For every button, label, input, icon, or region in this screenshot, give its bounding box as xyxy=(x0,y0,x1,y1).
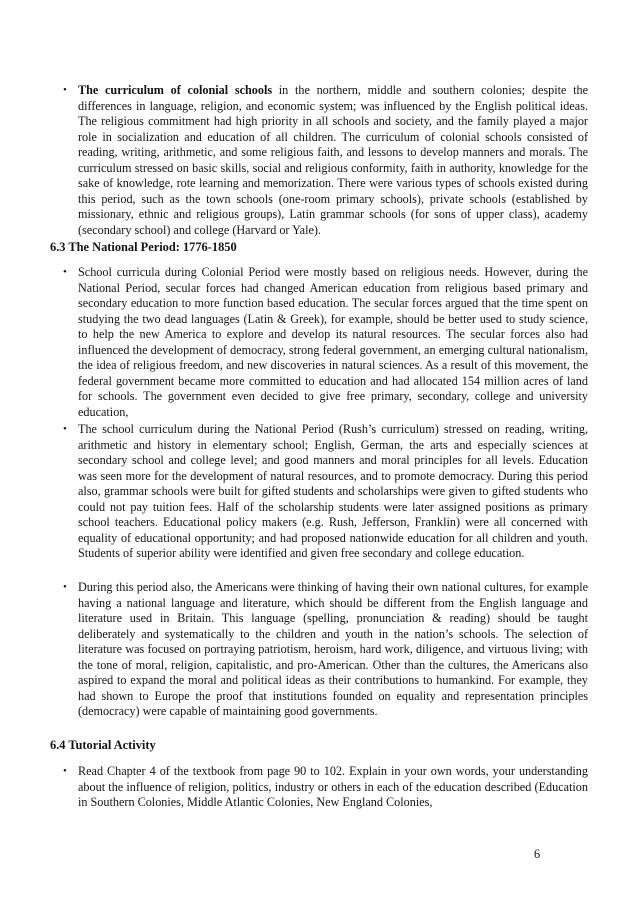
section-heading-tutorial-activity: 6.4 Tutorial Activity xyxy=(50,738,156,752)
bold-lead-text: The curriculum of colonial schools xyxy=(78,83,273,97)
paragraph-text: During this period also, the Americans were thinking of having their own national cultures, for example having a national language and literature, which should be different from the English language and literature used in Britain. This language (spelling, pronunciation & reading) should be taught deliberately and systematically to the children and youth in the nation’s schools. The selection of literature was focused on portraying patriotism, heroism, hard work, diligence, and virtuous living; with the tone of moral, religion, capitalistic, and pro-American. Other than the cultures, the Americans also aspired to expand the moral and political ideas as their contributions to humankind. For example, they had shown to Europe the proof that institutions founded on equality and representation principles (democracy) were capable of maintaining good governments. xyxy=(78,580,588,718)
bullet-icon: • xyxy=(63,266,67,278)
bullet-rush-curriculum xyxy=(63,422,588,562)
body-text: in the northern, middle and southern colonies; despite the differences in language, religion, and economic system; was influenced by the English political ideas. The religious commitment had high priority in all schools and society, and the family played a major role in socialization and education of all children. The curriculum of colonial schools consisted of reading, writing, arithmetic, and some religious faith, and lessons to develop manners and morals. The curriculum stressed on basic skills, social and religious conformity, faith in authority, knowledge for the sake of knowledge, rote learning and memorization. There were various types of schools existed during this period, such as the town schools (one-room primary schools), private schools (established by missionary, ethnic and religious groups), Latin grammar schools (for sons of upper class), academy (secondary school) and college (Harvard or Yale). xyxy=(78,83,588,237)
bullet-secular-forces xyxy=(63,265,588,420)
bullet-icon: • xyxy=(63,581,67,593)
section-heading-national-period: 6.3 The National Period: 1776-1850 xyxy=(50,240,237,254)
bullet-tutorial-task xyxy=(63,764,588,811)
paragraph-text: Read Chapter 4 of the textbook from page 90 to 102. Explain in your own words, your understanding about the influence of religion, politics, industry or others in each of the education described (Education in Southern Colonies, Middle Atlantic Colonies, New England Colonies, xyxy=(78,764,588,809)
paragraph-text: School curricula during Colonial Period were mostly based on religious needs. However, during the National Period, secular forces had changed American education from religious based primary and secondary education to more function based education. The secular forces argued that the time spent on studying the two dead languages (Latin & Greek), for example, should be better used to study science, to help the new America to explore and develop its natural resources. The secular forces also had influenced the development of democracy, strong federal government, an emerging cultural nationalism, the idea of religious freedom, and new discoveries in natural sciences. As a result of this movement, the federal government became more committed to education and had allocated 154 million acres of land for schools. The government even decided to give free primary, secondary, college and university education, xyxy=(78,265,588,419)
bullet-icon: • xyxy=(63,765,67,777)
paragraph-text: The school curriculum during the National Period (Rush’s curriculum) stressed on reading, writing, arithmetic and history in elementary school; English, German, the arts and especially sciences at secondary school and college level; and good manners and moral principles for all levels. Education was seen more for the development of natural resources, and to promote democracy. During this period also, grammar schools were built for gifted students and scholarships were given to gifted students who could not pay tuition fees. Half of the scholarship students were later assigned positions as primary school teachers. Educational policy makers (e.g. Rush, Jefferson, Franklin) were all concerned with equality of educational opportunity; and had proposed nationwide education for all children and youth. Students of superior ability were identified and given free secondary and college education. xyxy=(78,422,588,560)
bullet-icon: • xyxy=(63,84,67,96)
bullet-colonial-curriculum xyxy=(63,83,588,238)
bullet-icon: • xyxy=(63,423,67,435)
page-number: 6 xyxy=(534,847,541,861)
paragraph-text xyxy=(66,83,588,238)
bullet-national-culture xyxy=(63,580,588,720)
